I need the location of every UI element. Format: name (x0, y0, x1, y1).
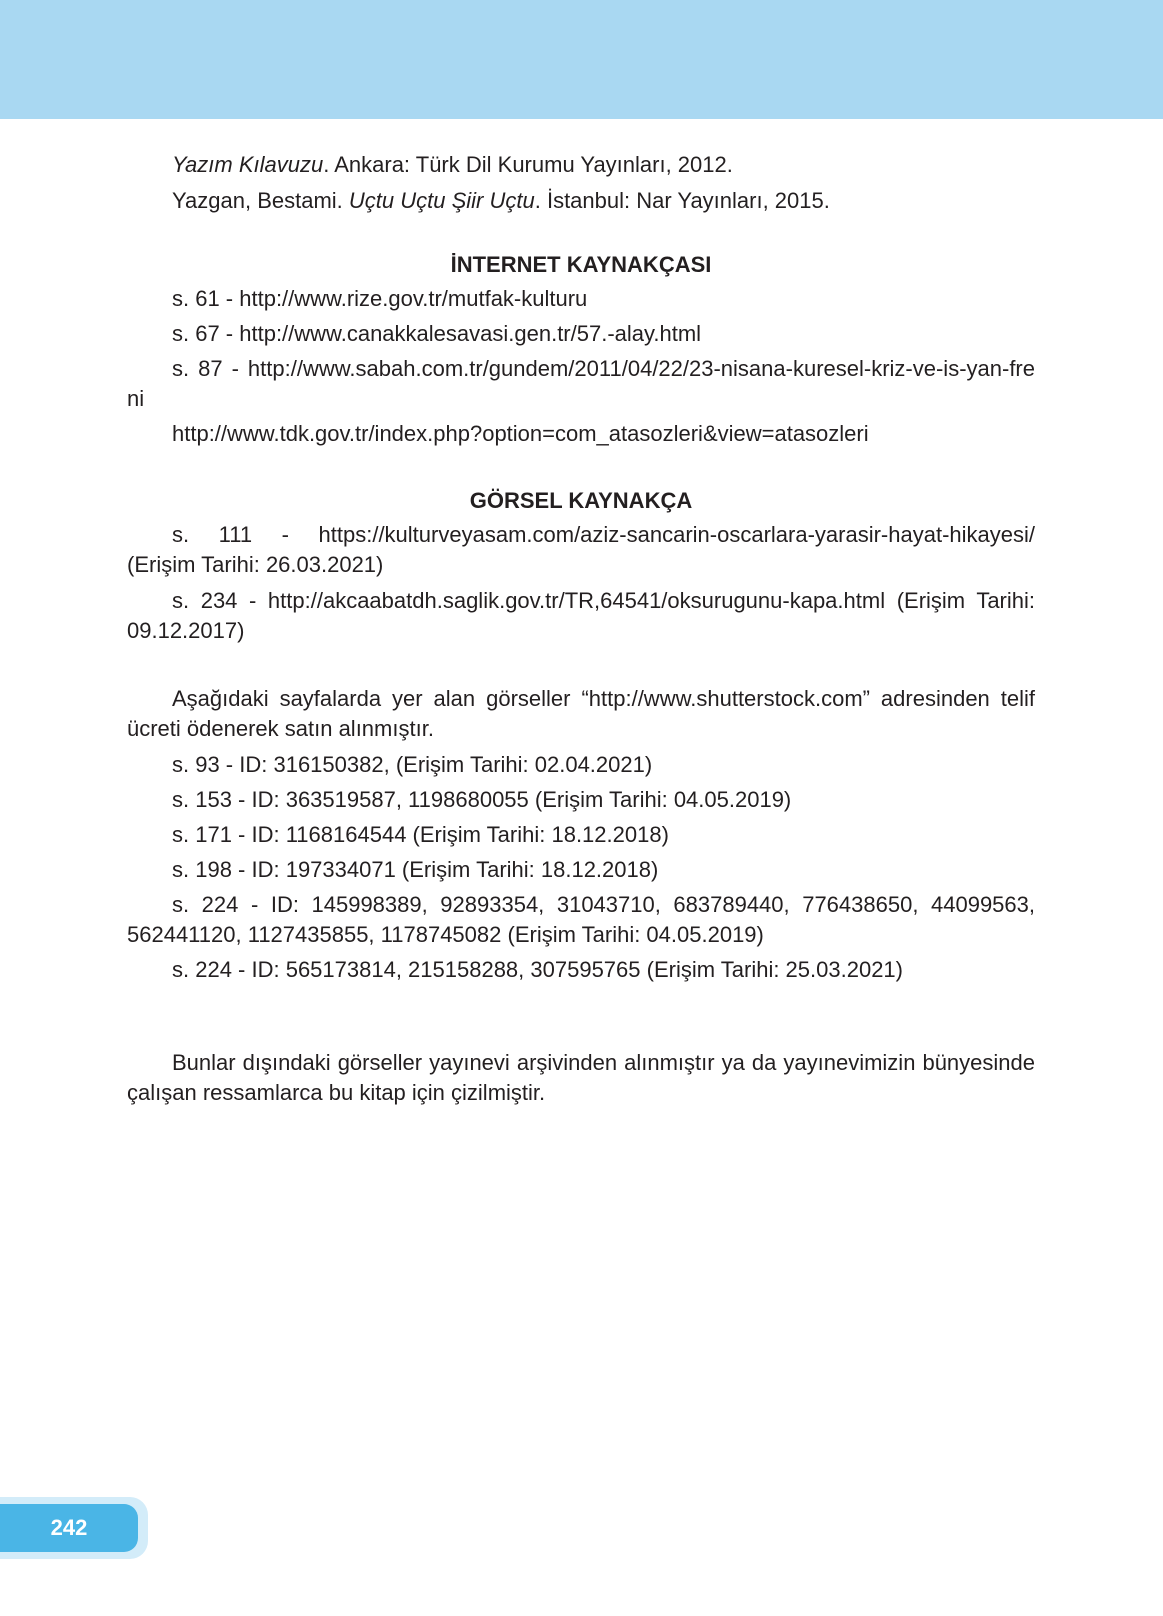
shutterstock-item: s. 153 - ID: 363519587, 1198680055 (Erişim Tarihi: 04.05.2019) (172, 787, 792, 812)
page-content (127, 150, 1035, 1114)
closing-paragraph: Bunlar dışındaki görseller yayınevi arşivinden alınmıştır ya da yayınevimizin bünyesinde çalışan ressamlarca bu kitap için çizilmiştir. (127, 1050, 1035, 1105)
shutterstock-item: s. 171 - ID: 1168164544 (Erişim Tarihi: 18.12.2018) (172, 822, 669, 847)
gorsel-item: s. 111 - https://kulturveyasam.com/aziz-sancarin-oscarlara-yarasir-hayat-hikayesi/ (Erişim Tarihi: 26.03.2021) (127, 522, 1035, 577)
shutterstock-item: s. 224 - ID: 565173814, 215158288, 307595765 (Erişim Tarihi: 25.03.2021) (172, 957, 903, 982)
gorsel-item: s. 234 - http://akcaabatdh.saglik.gov.tr/TR,64541/oksurugunu-kapa.html (Erişim Tarihi: 09.12.2017) (127, 588, 1035, 643)
internet-item: s. 61 - http://www.rize.gov.tr/mutfak-kulturu (172, 286, 588, 311)
internet-item: s. 87 - http://www.sabah.com.tr/gundem/2011/04/22/23-nisana-kuresel-kriz-ve-is-yan-freni (127, 356, 1035, 411)
gorsel-heading: GÖRSEL KAYNAKÇA (469, 488, 693, 513)
shutterstock-intro: Aşağıdaki sayfalarda yer alan görseller “http://www.shutterstock.com” adresinden telif ücreti ödenerek satın alınmıştır. (127, 686, 1035, 741)
reference-title: Yazım Kılavuzu (172, 152, 324, 177)
internet-heading: İNTERNET KAYNAKÇASI (450, 252, 712, 277)
shutterstock-item: s. 93 - ID: 316150382, (Erişim Tarihi: 02.04.2021) (172, 752, 653, 777)
internet-item: s. 67 - http://www.canakkalesavasi.gen.tr/57.-alay.html (172, 321, 702, 346)
internet-item: http://www.tdk.gov.tr/index.php?option=com_atasozleri&view=atasozleri (172, 421, 869, 446)
shutterstock-item: s. 224 - ID: 145998389, 92893354, 31043710, 683789440, 776438650, 44099563, 562441120, 1127435855, 1178745082 (Erişim Tarihi: 04.05.2019) (127, 892, 1035, 947)
reference-title: Uçtu Uçtu Şiir Uçtu (348, 188, 535, 213)
reference-entry: Yazım Kılavuzu. Ankara: Türk Dil Kurumu Yayınları, 2012. (172, 152, 733, 177)
reference-entry: Yazgan, Bestami. Uçtu Uçtu Şiir Uçtu. İstanbul: Nar Yayınları, 2015. (172, 188, 830, 213)
page-number: 242 (0, 1504, 138, 1552)
page-number-tab (0, 1497, 148, 1559)
shutterstock-item: s. 198 - ID: 197334071 (Erişim Tarihi: 18.12.2018) (172, 857, 659, 882)
header-band (0, 0, 1163, 119)
